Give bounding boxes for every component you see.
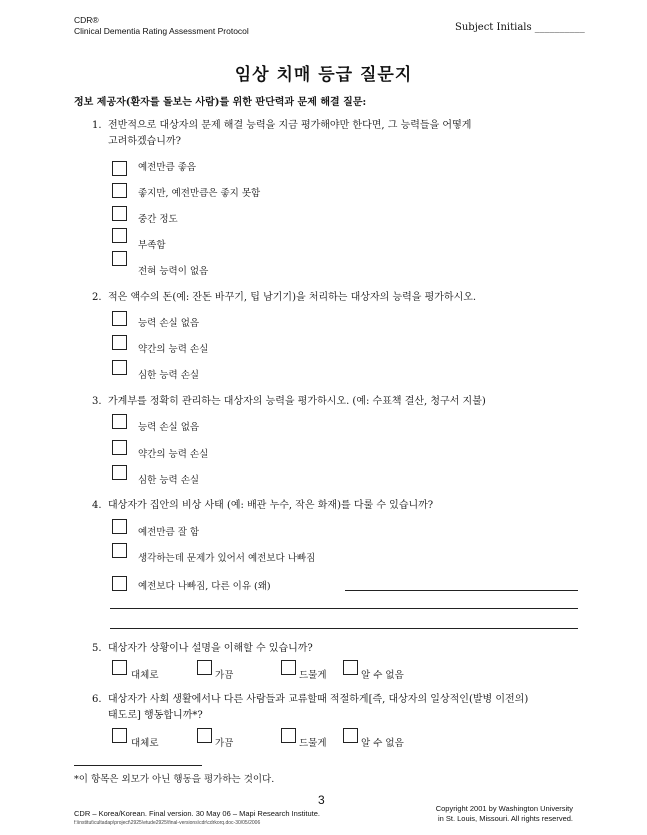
- protocol-name: Clinical Dementia Rating Assessment Protocol: [74, 26, 249, 36]
- q3-option-3-label: 심한 능력 손실: [138, 475, 200, 486]
- q5-option-1-label: 대체로: [131, 670, 159, 681]
- q1-option-1-label: 예전만큼 좋음: [138, 162, 197, 173]
- q5-option-4-checkbox[interactable]: [343, 660, 358, 675]
- q2-option-1-checkbox[interactable]: [112, 311, 127, 326]
- q4-option-1-label: 예전만큼 잘 함: [138, 527, 200, 538]
- q2-option-1-label: 능력 손실 없음: [138, 318, 200, 329]
- footer-version: CDR – Korea/Korean. Final version. 30 May 06 – Mapi Research Institute.: [74, 809, 320, 818]
- q5-option-2-label: 가끔: [215, 670, 234, 681]
- question-6-text: 대상자가 사회 생활에서나 다른 사람들과 교류할때 적절하게[즉, 대상자의 일상적인(발병 이전의): [108, 694, 529, 705]
- org-name: CDR®: [74, 15, 99, 25]
- question-2-text: 적은 액수의 돈(예: 잔돈 바꾸기, 팁 남기기)을 처리하는 대상자의 능력을 평가하시오.: [108, 292, 477, 303]
- footnote: *이 항목은 외모가 아닌 행동을 평가하는 것이다.: [74, 774, 275, 785]
- q5-option-3-checkbox[interactable]: [281, 660, 296, 675]
- footnote-divider: [74, 765, 202, 766]
- copyright-line-1: Copyright 2001 by Washington University: [435, 804, 573, 813]
- section-heading: 정보 제공자(환자를 돌보는 사람)를 위한 판단력과 문제 해결 질문:: [74, 97, 367, 108]
- q2-option-3-checkbox[interactable]: [112, 360, 127, 375]
- question-2-number: 2.: [92, 292, 102, 303]
- q2-option-2-checkbox[interactable]: [112, 335, 127, 350]
- q1-option-2-label: 좋지만, 예전만큼은 좋지 못함: [138, 188, 261, 199]
- q5-option-2-checkbox[interactable]: [197, 660, 212, 675]
- q4-reason-line-1[interactable]: [345, 590, 578, 591]
- q1-option-2-checkbox[interactable]: [112, 183, 127, 198]
- question-1-text-cont: 고려하겠습니까?: [108, 136, 181, 147]
- question-4-number: 4.: [92, 500, 102, 511]
- q1-option-3-label: 중간 정도: [138, 214, 178, 225]
- question-6-text-cont: 태도로] 행동합니까*?: [108, 710, 203, 721]
- q1-option-1-checkbox[interactable]: [112, 161, 127, 176]
- q1-option-4-checkbox[interactable]: [112, 228, 127, 243]
- q4-option-3-label: 예전보다 나빠짐, 다른 이유 (왜): [138, 581, 271, 592]
- q3-option-1-label: 능력 손실 없음: [138, 422, 200, 433]
- q6-option-2-checkbox[interactable]: [197, 728, 212, 743]
- question-5-text: 대상자가 상황이나 설명을 이해할 수 있습니까?: [108, 643, 313, 654]
- q2-option-2-label: 약간의 능력 손실: [138, 344, 209, 355]
- q3-option-2-checkbox[interactable]: [112, 440, 127, 455]
- q3-option-2-label: 약간의 능력 손실: [138, 449, 209, 460]
- q6-option-2-label: 가끔: [215, 738, 234, 749]
- q4-option-3-checkbox[interactable]: [112, 576, 127, 591]
- q6-option-4-label: 알 수 없음: [361, 738, 404, 749]
- q6-option-3-label: 드물게: [299, 738, 327, 749]
- q6-option-3-checkbox[interactable]: [281, 728, 296, 743]
- question-1-text: 전반적으로 대상자의 문제 해결 능력을 지금 평가해야만 한다면, 그 능력들을 어떻게: [108, 120, 472, 131]
- footer-path: f:\institut\cultadap\project\2925\etude2925\final-versions\cdr\cdrkorq.doc-30/05/2006: [74, 820, 261, 826]
- question-1-number: 1.: [92, 120, 102, 131]
- page-title: 임상 치매 등급 질문지: [234, 65, 413, 85]
- q3-option-3-checkbox[interactable]: [112, 465, 127, 480]
- question-3-text: 가계부를 정확히 관리하는 대상자의 능력을 평가하시오. (예: 수표책 결산, 청구서 지불): [108, 396, 486, 407]
- q1-option-3-checkbox[interactable]: [112, 206, 127, 221]
- question-4-text: 대상자가 집안의 비상 사태 (예: 배관 누수, 작은 화재)를 다룰 수 있습니까?: [108, 500, 434, 511]
- q4-reason-line-3[interactable]: [110, 628, 578, 629]
- q1-option-5-checkbox[interactable]: [112, 251, 127, 266]
- q6-option-4-checkbox[interactable]: [343, 728, 358, 743]
- page-number: 3: [318, 793, 325, 807]
- q2-option-3-label: 심한 능력 손실: [138, 370, 200, 381]
- question-6-number: 6.: [92, 694, 102, 705]
- q5-option-3-label: 드물게: [299, 670, 327, 681]
- subject-initials: [455, 22, 585, 33]
- subject-initials-blank[interactable]: __________: [534, 22, 585, 33]
- q4-option-1-checkbox[interactable]: [112, 519, 127, 534]
- subject-initials-label: Subject Initials: [455, 22, 532, 33]
- q4-reason-line-2[interactable]: [110, 608, 578, 609]
- q6-option-1-label: 대체로: [131, 738, 159, 749]
- q4-option-2-checkbox[interactable]: [112, 543, 127, 558]
- question-5-number: 5.: [92, 643, 102, 654]
- q6-option-1-checkbox[interactable]: [112, 728, 127, 743]
- q1-option-4-label: 부족함: [138, 240, 166, 251]
- copyright-line-2: in St. Louis, Missouri. All rights reserved.: [437, 814, 573, 823]
- q1-option-5-label: 전혀 능력이 없음: [138, 266, 209, 277]
- q3-option-1-checkbox[interactable]: [112, 414, 127, 429]
- q5-option-4-label: 알 수 없음: [361, 670, 404, 681]
- q4-option-2-label: 생각하는데 문제가 있어서 예전보다 나빠짐: [138, 553, 316, 564]
- question-3-number: 3.: [92, 396, 102, 407]
- q5-option-1-checkbox[interactable]: [112, 660, 127, 675]
